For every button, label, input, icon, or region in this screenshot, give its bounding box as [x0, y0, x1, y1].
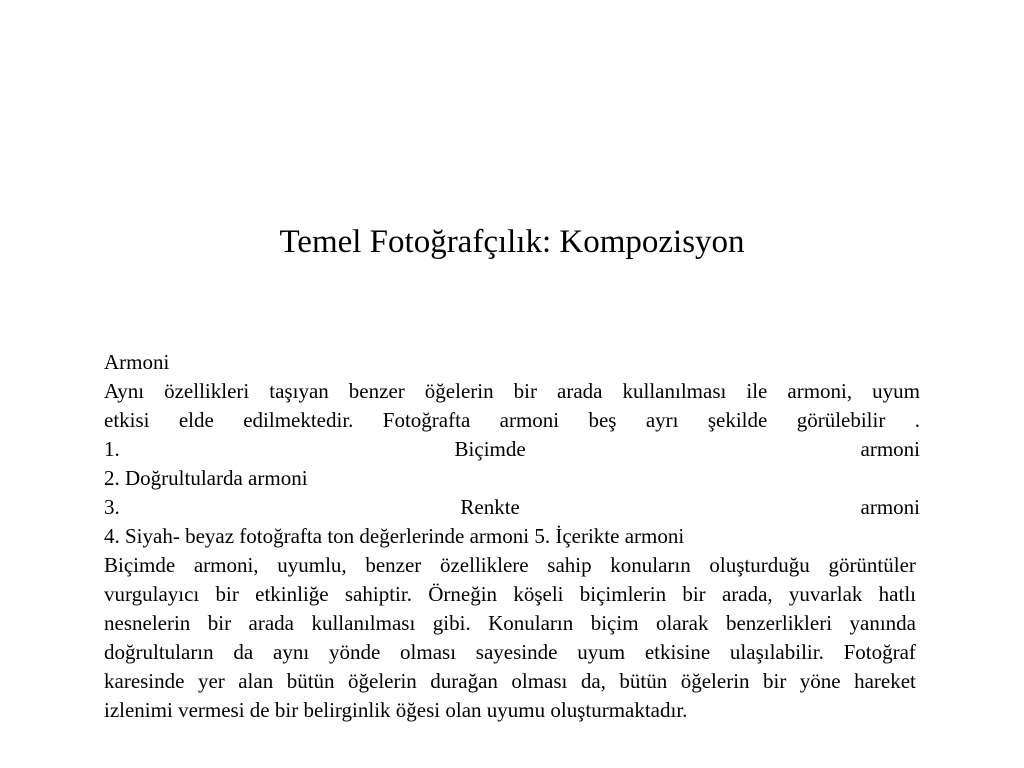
word: Örneğin [428, 582, 498, 606]
word: olması [511, 669, 568, 693]
word: Biçimde [454, 437, 526, 461]
word: yönde [328, 640, 381, 664]
word: ile [746, 379, 768, 403]
word: yöne [799, 669, 841, 693]
word: hareket [854, 669, 916, 693]
word: benzerlikleri [725, 611, 833, 635]
word: ulaşılabilir. [729, 640, 824, 664]
word: bir [763, 669, 787, 693]
word: da [233, 640, 254, 664]
word: Aynı [104, 379, 145, 403]
word: özelliklere [439, 553, 529, 577]
word: benzer [365, 553, 422, 577]
paragraph-line: izlenimi vermesi de bir belirginlik öğesi olan uyumu oluşturmaktadır. [104, 698, 688, 722]
list-item: 4. Siyah- beyaz fotoğrafta ton değerlerinde armoni 5. İçerikte armoni [104, 524, 685, 548]
word: etkisine [644, 640, 711, 664]
intro-line [104, 406, 920, 435]
paragraph-line [104, 609, 916, 638]
word: bütün [619, 669, 668, 693]
word: yanında [849, 611, 916, 635]
word: etkinliğe [255, 582, 329, 606]
word: durağan [430, 669, 498, 693]
word: öğelerin [680, 669, 750, 693]
word: taşıyan [269, 379, 329, 403]
word: özellikleri [164, 379, 250, 403]
word: 1. [104, 437, 120, 461]
word: olması [400, 640, 457, 664]
section-heading: Armoni [104, 350, 170, 374]
word: uyum [872, 379, 920, 403]
word: öğelerin [424, 379, 494, 403]
word: 3. [104, 495, 120, 519]
list-item [104, 435, 920, 464]
word: arada [248, 611, 294, 635]
paragraph-line [104, 551, 916, 580]
word: yuvarlak [788, 582, 863, 606]
word: armoni, [193, 553, 259, 577]
word: etkisi [104, 408, 150, 432]
word: şekilde [707, 408, 768, 432]
word: konuların [610, 553, 691, 577]
intro-line [104, 377, 920, 406]
word: sayesinde [475, 640, 558, 664]
word: armoni [499, 408, 560, 432]
word: gibi. [432, 611, 471, 635]
word: . [914, 408, 920, 432]
word: benzer [348, 379, 405, 403]
word: aynı [273, 640, 310, 664]
paragraph-line [104, 580, 916, 609]
word: uyum [577, 640, 626, 664]
word: armoni [860, 437, 920, 461]
word: bir [215, 582, 239, 606]
word: armoni [860, 495, 920, 519]
word: yer [197, 669, 225, 693]
word: edilmektedir. [243, 408, 354, 432]
word: bir [513, 379, 537, 403]
word: biçim [590, 611, 639, 635]
word: vurgulayıcı [104, 582, 200, 606]
list-item [104, 493, 920, 522]
word: alan [238, 669, 274, 693]
word: Fotoğrafta [382, 408, 471, 432]
word: bütün [286, 669, 335, 693]
word: biçimlerin [579, 582, 667, 606]
word: köşeli [513, 582, 564, 606]
word: sahip [547, 553, 592, 577]
word: hatlı [878, 582, 916, 606]
word: bir [207, 611, 232, 635]
word: nesnelerin [104, 611, 191, 635]
word: kullanılması [622, 379, 727, 403]
word: bir [682, 582, 706, 606]
word: olarak [656, 611, 709, 635]
word: beş [588, 408, 617, 432]
word: görüntüler [828, 553, 916, 577]
word: armoni, [787, 379, 853, 403]
list-item: 2. Doğrultularda armoni [104, 466, 308, 490]
word: uyumlu, [277, 553, 347, 577]
word: arada [557, 379, 603, 403]
body-text [104, 348, 920, 725]
word: doğrultuların [104, 640, 214, 664]
word: da, [580, 669, 606, 693]
word: Biçimde [104, 553, 176, 577]
page-title: Temel Fotoğrafçılık: Kompozisyon [279, 224, 745, 260]
word: arada, [721, 582, 773, 606]
word: Fotoğraf [843, 640, 916, 664]
word: karesinde [104, 669, 185, 693]
word: Renkte [460, 495, 520, 519]
word: elde [178, 408, 214, 432]
word: kullanılması [311, 611, 416, 635]
paragraph-line [104, 667, 916, 696]
word: görülebilir [796, 408, 886, 432]
paragraph-line [104, 638, 916, 667]
word: ayrı [645, 408, 679, 432]
word: oluşturduğu [709, 553, 810, 577]
word: öğelerin [348, 669, 417, 693]
word: sahiptir. [344, 582, 412, 606]
word: Konuların [488, 611, 574, 635]
